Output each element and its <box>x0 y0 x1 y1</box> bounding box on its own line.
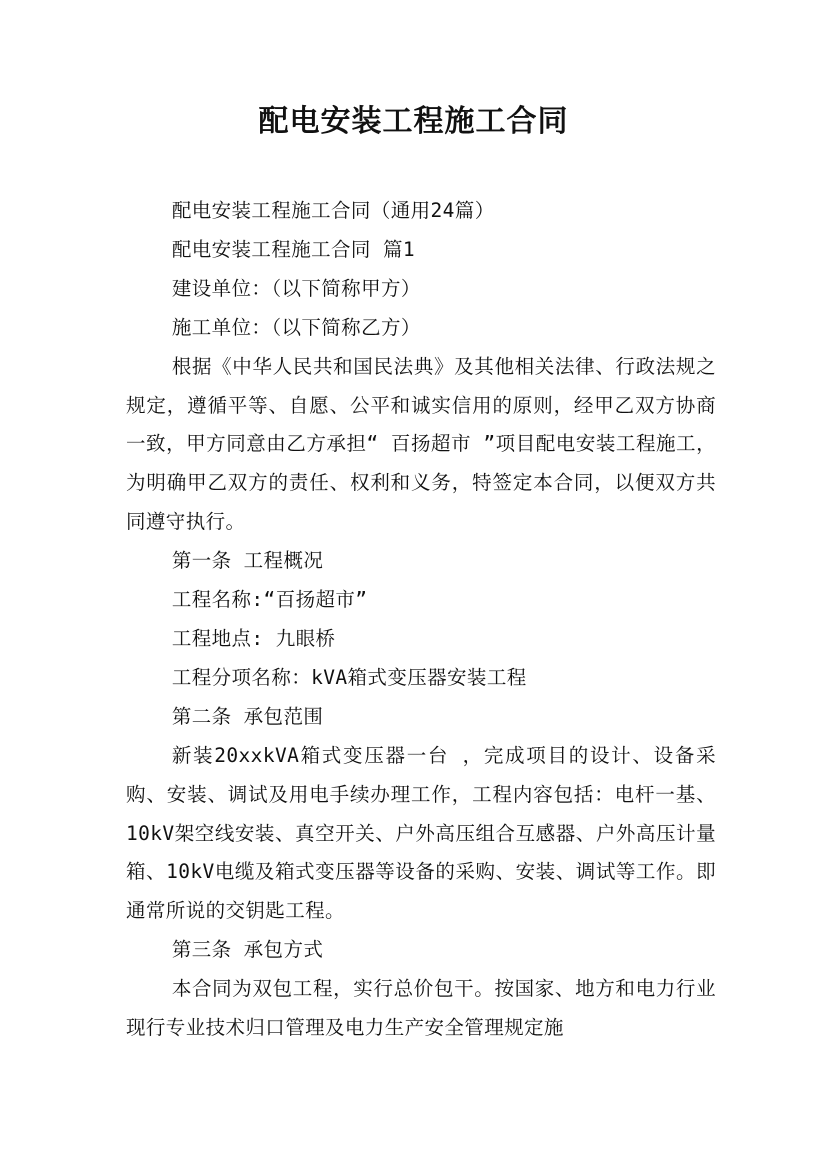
article-1-heading: 第一条 工程概况 <box>171 549 324 573</box>
preamble-paragraph: 根据《中华人民共和国民法典》及其他相关法律、行政法规之规定，遵循平等、自愿、公平和诚实信用的原则，经甲乙双方协商一致，甲方同意由乙方承担“ 百扬超市 ”项目配电安装工程施工，为明确甲乙双方的责任、权利和义务，特签定本合同，以便双方共同遵守执行。 <box>126 354 716 534</box>
contract-method-paragraph: 本合同为双包工程，实行总价包干。按国家、地方和电力行业现行专业技术归口管理及电力生产安全管理规定施 <box>126 977 716 1040</box>
sub-project-name-line: 工程分项名称：kVA箱式变压器安装工程 <box>171 665 527 689</box>
article-2-heading: 第二条 承包范围 <box>171 704 324 728</box>
project-location-line: 工程地点: 九眼桥 <box>171 626 336 650</box>
party-b-line: 施工单位：（以下简称乙方） <box>171 315 421 339</box>
article-3-heading: 第三条 承包方式 <box>171 938 324 962</box>
document-body <box>126 192 716 1048</box>
project-name-line: 工程名称:“百扬超市” <box>171 588 368 612</box>
party-a-line: 建设单位：（以下简称甲方） <box>171 276 421 300</box>
doc-subtitle: 配电安装工程施工合同（通用24篇） <box>171 199 495 222</box>
contract-part-heading: 配电安装工程施工合同 篇1 <box>171 237 415 261</box>
document-title: 配电安装工程施工合同 <box>258 104 569 139</box>
scope-paragraph: 新装20xxkVA箱式变压器一台 ，完成项目的设计、设备采购、安装、调试及用电手续办理工作，工程内容包括：电杆一基、10kV架空线安装、真空开关、户外高压组合互感器、户外高压计量箱、10kV电缆及箱式变压器等设备的采购、安装、调试等工作。即通常所说的交钥匙工程。 <box>126 743 716 923</box>
